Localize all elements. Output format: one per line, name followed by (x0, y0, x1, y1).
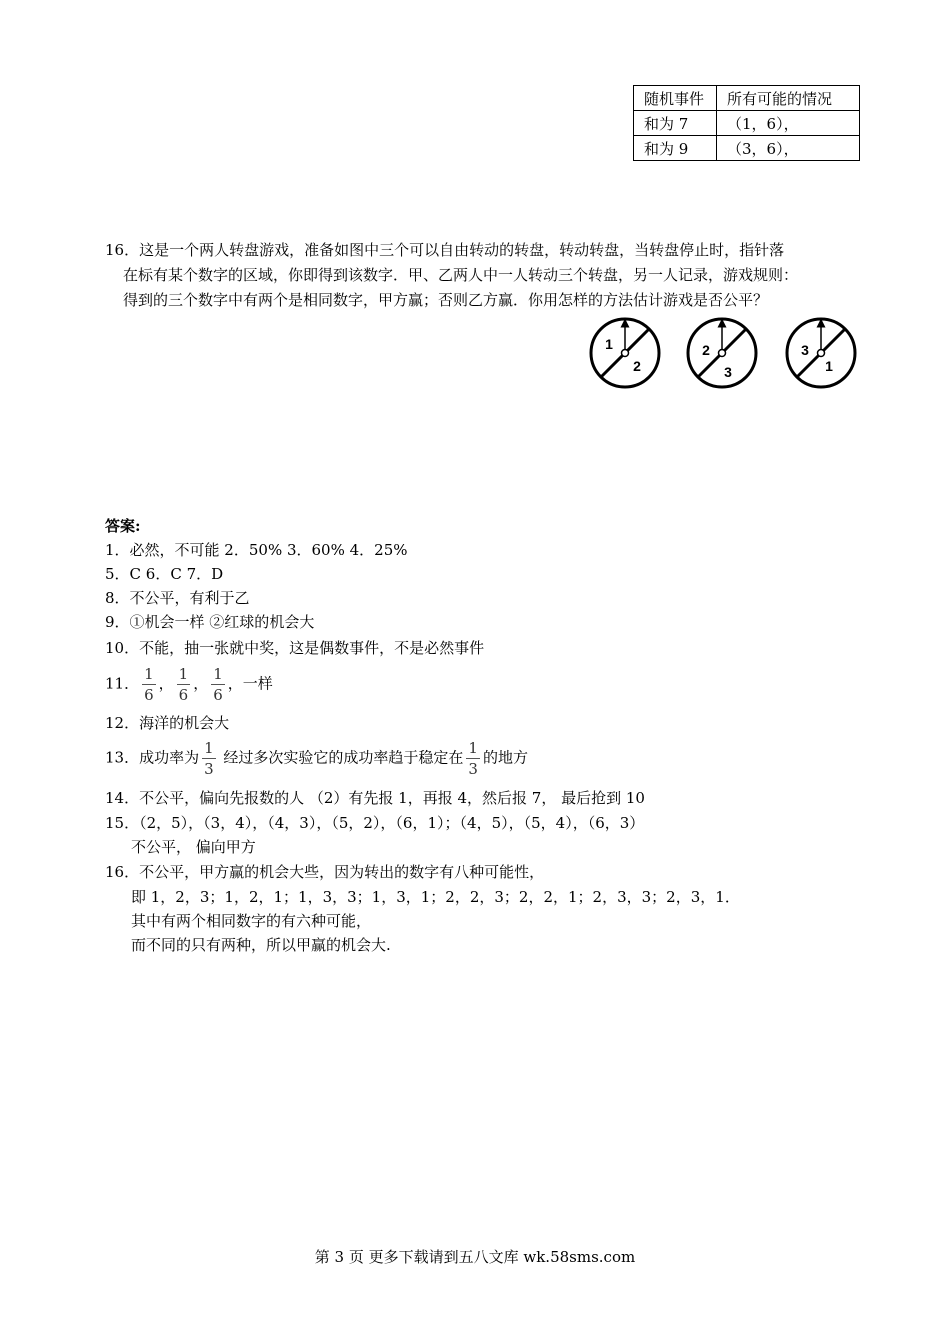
spinner-label: 2 (702, 342, 710, 358)
answer-line: 其中有两个相同数字的有六种可能， (131, 912, 372, 930)
answer-line: 即 1，2，3；1，2，1；1，3，3；1，3，1；2，2，3；2，2，1；2，3，3；2，3，1． (131, 888, 740, 906)
events-table (633, 85, 860, 161)
question-line: 在标有某个数字的区域，你即得到该数字．甲、乙两人中一人转动三个转盘，另一人记录，游戏规则： (123, 266, 799, 284)
spinner-3 (787, 319, 855, 387)
fraction-numerator: 1 (144, 665, 154, 683)
answer-line-13 (105, 738, 528, 779)
table-cell: （3，6）， (717, 136, 860, 161)
answer-text: 的地方 (482, 748, 528, 767)
fraction-numerator: 1 (178, 665, 189, 683)
answer-line: 1．必然，不可能 2．50% 3．60% 4．25% (105, 541, 408, 559)
answer-line: 不公平， 偏向甲方 (131, 838, 256, 856)
spinner-label: 2 (633, 358, 641, 374)
answer-line: 8．不公平，有利于乙 (105, 589, 250, 607)
answer-text: ， (158, 674, 174, 693)
table-cell: （1，6）， (717, 111, 860, 136)
fraction-denominator: 3 (204, 760, 214, 778)
fraction-denominator: 6 (144, 686, 154, 704)
spinner-figures (588, 316, 860, 390)
fraction-denominator: 3 (468, 760, 478, 778)
answer-line: 而不同的只有两种，所以甲赢的机会大. (131, 936, 391, 954)
answer-line: 16．不公平，甲方赢的机会大些，因为转出的数字有八种可能性， (105, 863, 545, 881)
fraction-numerator: 1 (468, 739, 478, 757)
fraction (202, 738, 216, 779)
answer-text: 经过多次实验它的成功率趋于稳定在 (218, 748, 464, 767)
answer-text: 11． (105, 674, 140, 693)
answer-line: 10．不能，抽一张就中奖，这是偶数事件，不是必然事件 (105, 639, 485, 657)
table-cell: 和为 9 (634, 136, 717, 161)
answer-line: 5．C 6．C 7．D (105, 565, 224, 583)
fraction (177, 664, 191, 705)
table-row (634, 111, 860, 136)
answer-text: 13．成功率为 (105, 748, 200, 767)
fraction (211, 664, 225, 705)
answer-text: ， (193, 674, 209, 693)
table-cell: 和为 7 (634, 111, 717, 136)
answer-line: 14．不公平，偏向先报数的人 （2）有先报 1，再报 4，然后报 7， 最后抢到 10 (105, 789, 645, 807)
spinner-label: 1 (605, 336, 613, 352)
answer-line-11 (105, 664, 273, 705)
fraction-denominator: 6 (178, 686, 189, 704)
question-line: 16．这是一个两人转盘游戏，准备如图中三个可以自由转动的转盘，转动转盘，当转盘停止时，指针落 (105, 241, 785, 259)
table-header-cell: 随机事件 (634, 86, 717, 111)
answers-title: 答案: (105, 517, 141, 535)
answer-line: 12．海洋的机会大 (105, 714, 230, 732)
fraction (142, 664, 156, 705)
table-header-cell: 所有可能的情况 (717, 86, 860, 111)
table-header-row (634, 86, 860, 111)
fraction-numerator: 1 (204, 739, 214, 757)
answer-line: 15．（2，5），（3，4），（4，3），（5，2），（6，1）；（4，5），（5，4），（6，3） (105, 814, 645, 832)
fraction (466, 738, 480, 779)
spinner-2 (688, 319, 756, 387)
spinner-label: 1 (825, 358, 833, 374)
question-16 (105, 238, 895, 313)
spinner-1 (591, 319, 659, 387)
answer-text: ，一样 (227, 674, 273, 693)
question-line: 得到的三个数字中有两个是相同数字，甲方赢；否则乙方赢．你用怎样的方法估计游戏是否公平？ (123, 291, 769, 309)
page-footer: 第 3 页 更多下载请到五八文库 wk.58sms.com (314, 1248, 636, 1266)
answer-line: 9．①机会一样 ②红球的机会大 (105, 613, 315, 631)
table-row (634, 136, 860, 161)
fraction-denominator: 6 (213, 686, 223, 704)
spinner-label: 3 (801, 342, 809, 358)
spinner-label: 3 (724, 364, 732, 380)
fraction-numerator: 1 (213, 665, 223, 683)
